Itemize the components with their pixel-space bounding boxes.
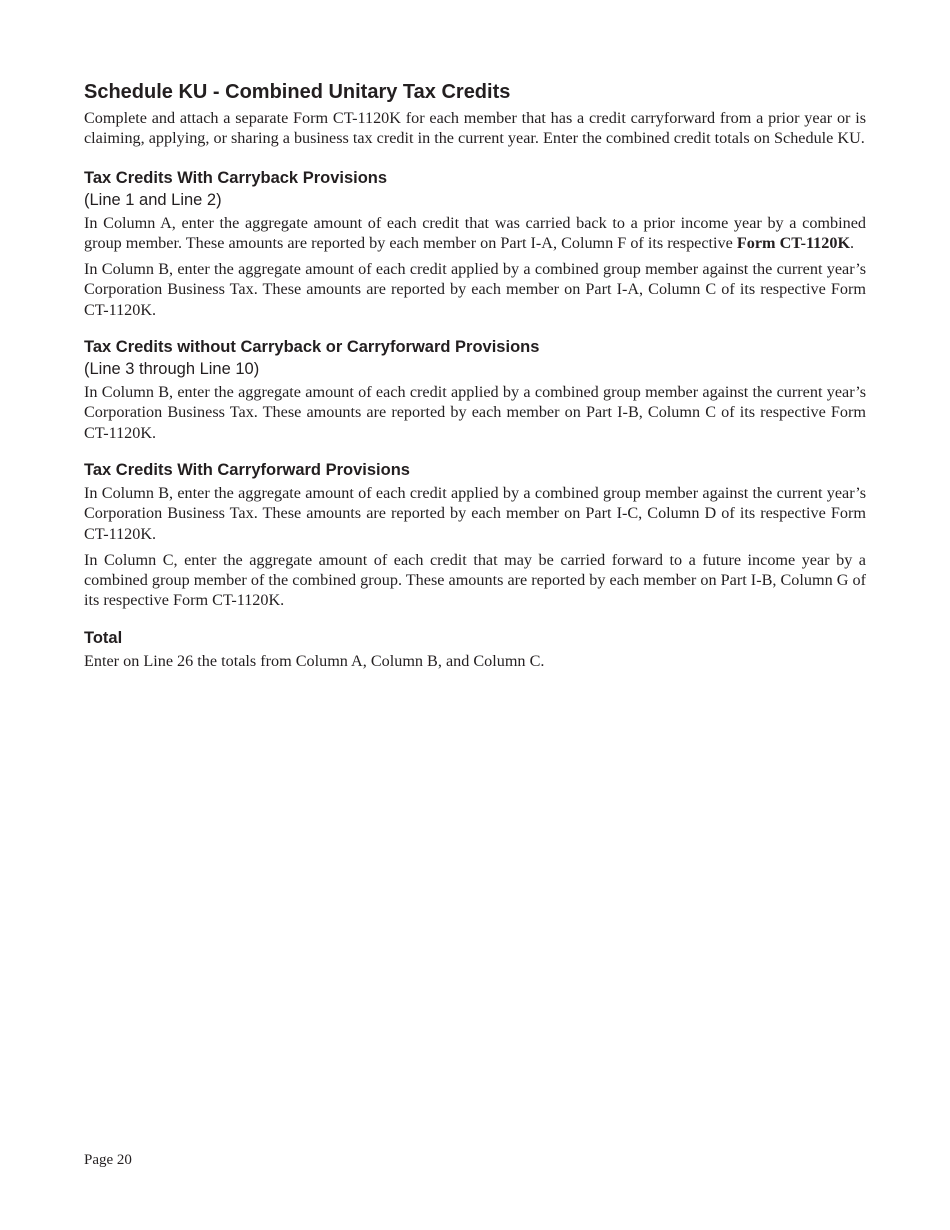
section-no-carry — [84, 337, 866, 443]
carryforward-column-c-paragraph: In Column C, enter the aggregate amount of each credit that may be carried forward to a future income year by a combined group member of the combined group. These amounts are reported by each member on Part I-B, Column G of its respective Form CT-1120K. — [84, 550, 866, 610]
total-paragraph: Enter on Line 26 the totals from Column A, Column B, and Column C. — [84, 651, 545, 670]
page-title: Schedule KU - Combined Unitary Tax Credits — [84, 81, 511, 103]
carryback-column-a-paragraph — [84, 213, 866, 254]
page-content — [84, 80, 866, 671]
section-heading-carryforward: Tax Credits With Carryforward Provisions — [84, 460, 410, 479]
carryback-column-a-period: . — [850, 233, 855, 252]
carryback-column-b-paragraph: In Column B, enter the aggregate amount of each credit applied by a combined group member against the current year’s Corporation Business Tax. These amounts are reported by each member on Part I-A, Column C of its respective Form CT-1120K. — [84, 260, 866, 319]
section-heading-no-carry: Tax Credits without Carryback or Carryforward Provisions — [84, 338, 540, 357]
carryforward-column-b-paragraph: In Column B, enter the aggregate amount of each credit applied by a combined group member against the current year’s Corporation Business Tax. These amounts are reported by each member on Part I-C, Column D of its respective Form CT-1120K. — [84, 483, 866, 543]
intro-paragraph: Complete and attach a separate Form CT-1120K for each member that has a credit carryforward from a prior year or is claiming, applying, or sharing a business tax credit in the current year. Enter the combined credit totals on Schedule KU. — [84, 109, 866, 148]
section-subheading-no-carry: (Line 3 through Line 10) — [84, 360, 260, 379]
form-reference-bold: Form CT-1120K — [736, 233, 851, 252]
section-heading-carryback: Tax Credits With Carryback Provisions — [84, 168, 388, 187]
section-heading-total: Total — [84, 628, 123, 647]
section-total — [84, 628, 866, 671]
section-subheading-carryback: (Line 1 and Line 2) — [84, 190, 222, 209]
section-carryforward — [84, 460, 866, 611]
section-carryback — [84, 168, 866, 320]
page-number: Page 20 — [84, 1152, 132, 1168]
carryback-column-a-text: In Column A, enter the aggregate amount of each credit that was carried back to a prior income year by a combined group member. These amounts are reported by each member on Part I-A, Column F of its respective — [84, 213, 866, 252]
no-carry-column-b-paragraph: In Column B, enter the aggregate amount of each credit applied by a combined group member against the current year’s Corporation Business Tax. These amounts are reported by each member on Part I-B, Column C of its respective Form CT-1120K. — [84, 383, 866, 442]
